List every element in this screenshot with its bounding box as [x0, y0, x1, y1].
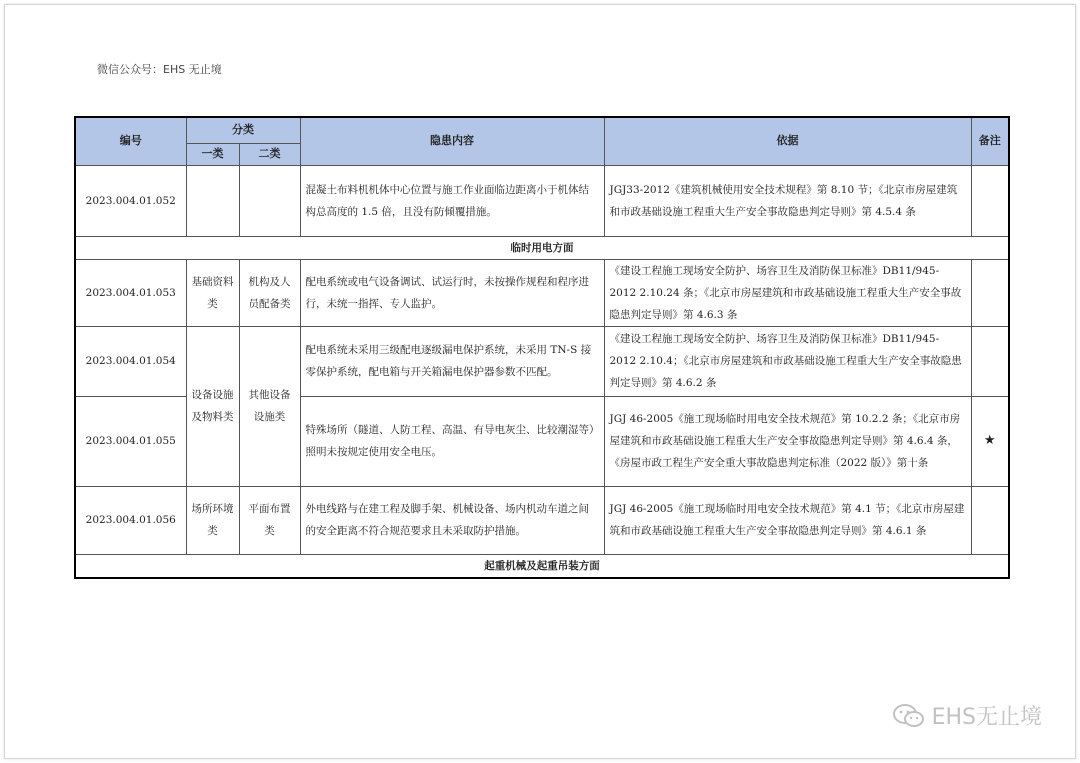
row-basis: JGJ 46-2005《施工现场临时用电安全技术规范》第 4.1 节；《北京市房屋建筑和市政基础设施工程重大生产安全事故隐患判定导则》第 4.6.1 条: [604, 486, 971, 554]
wechat-icon: [892, 703, 926, 729]
row-remark-star: ★: [971, 396, 1009, 486]
row-cat2: [239, 165, 300, 236]
row-cat2: 机构及人员配备类: [239, 259, 300, 326]
section-power: 临时用电方面: [75, 236, 1009, 259]
table-row: [75, 165, 1009, 236]
row-remark: [971, 165, 1009, 236]
table-row: [75, 326, 1009, 396]
row-cat2: 平面布置类: [239, 486, 300, 554]
group-cat1: 设备设施及物料类: [186, 326, 239, 486]
section-crane: 起重机械及起重吊装方面: [75, 554, 1009, 578]
row-content: 配电系统或电气设备调试、试运行时，未按操作规程和程序进行，未统一指挥、专人监护。: [300, 259, 604, 326]
row-basis: JGJ33-2012《建筑机械使用安全技术规程》第 8.10 节；《北京市房屋建筑和市政基础设施工程重大生产安全事故隐患判定导则》第 4.5.4 条: [604, 165, 971, 236]
row-code: 2023.004.01.055: [75, 396, 186, 486]
row-cat1: [186, 165, 239, 236]
row-basis: 《建设工程施工现场安全防护、场容卫生及消防保卫标准》DB11/945-2012 2.10.4；《北京市房屋建筑和市政基础设施工程重大生产安全事故隐患判定导则》第 4.6.2 条: [604, 326, 971, 396]
header-row: [75, 117, 1009, 143]
row-basis: 《建设工程施工现场安全防护、场容卫生及消防保卫标准》DB11/945-2012 2.10.24 条；《北京市房屋建筑和市政基础设施工程重大生产安全事故隐患判定导则》第 4.6.3 条: [604, 259, 971, 326]
row-code: 2023.004.01.053: [75, 259, 186, 326]
row-cat1: 基础资料类: [186, 259, 239, 326]
row-cat1: 场所环境类: [186, 486, 239, 554]
table-row: [75, 259, 1009, 326]
header-cat2: 二类: [239, 143, 300, 165]
header-code: 编号: [75, 117, 186, 165]
header-note: 微信公众号：EHS 无止境: [97, 63, 222, 76]
row-code: 2023.004.01.054: [75, 326, 186, 396]
table-row: [75, 486, 1009, 554]
header-basis: 依据: [604, 117, 971, 165]
row-remark: [971, 486, 1009, 554]
row-content: 配电系统未采用三级配电逐级漏电保护系统，未采用 TN-S 接零保护系统，配电箱与开关箱漏电保护器参数不匹配。: [300, 326, 604, 396]
header-category: 分类: [186, 117, 300, 143]
row-remark: [971, 326, 1009, 396]
section-row: [75, 554, 1009, 578]
row-basis: JGJ 46-2005《施工现场临时用电安全技术规范》第 10.2.2 条；《北京市房屋建筑和市政基础设施工程重大生产安全事故隐患判定导则》第 4.6.4 条，《房屋市政工程生产安全重大事故隐患判定标准（2022 版）》第十条: [604, 396, 971, 486]
header-content: 隐患内容: [300, 117, 604, 165]
section-row: [75, 236, 1009, 259]
row-remark: [971, 259, 1009, 326]
row-content: 特殊场所（隧道、人防工程、高温、有导电灰尘、比较潮湿等）照明未按规定使用安全电压。: [300, 396, 604, 486]
hazard-table: [74, 116, 1010, 579]
row-code: 2023.004.01.056: [75, 486, 186, 554]
row-content: 混凝土布料机机体中心位置与施工作业面临边距离小于机体结构总高度的 1.5 倍，且没有防倾覆措施。: [300, 165, 604, 236]
group-cat2: 其他设备设施类: [239, 326, 300, 486]
header-cat1: 一类: [186, 143, 239, 165]
header-remark: 备注: [971, 117, 1009, 165]
row-content: 外电线路与在建工程及脚手架、机械设备、场内机动车道之间的安全距离不符合规范要求且未采取防护措施。: [300, 486, 604, 554]
watermark-text: EHS无止境: [931, 705, 1042, 730]
watermark: [892, 700, 1042, 731]
row-code: 2023.004.01.052: [75, 165, 186, 236]
